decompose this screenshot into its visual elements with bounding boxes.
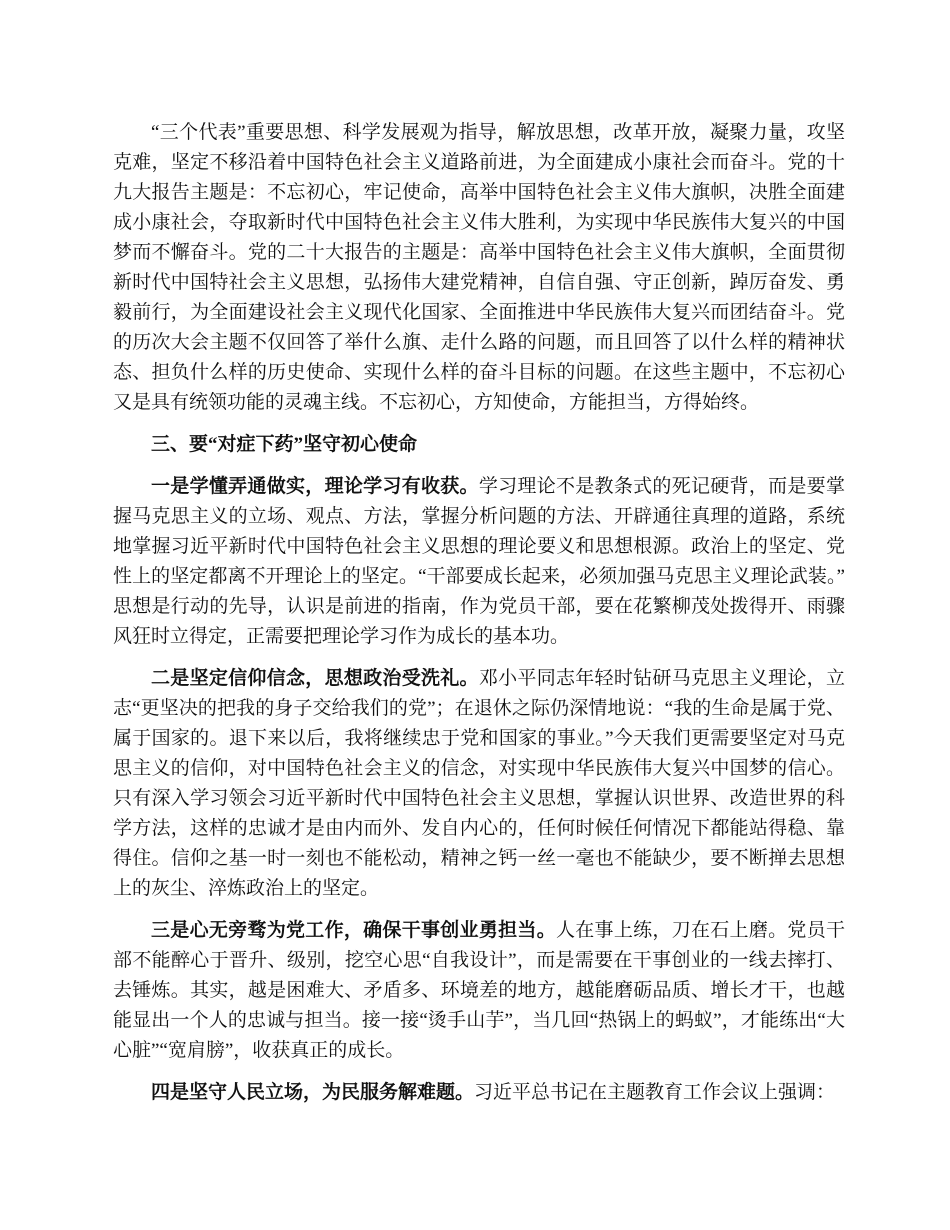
paragraph-body: 学习理论不是教条式的死记硬背，而是要掌握马克思主义的立场、观点、方法，掌握分析问题的方法、开辟通往真理的道路，系统地掌握习近平新时代中国特色社会主义思想的理论要义和思想根源。政治上的坚定、党性上的坚定都离不开理论上的坚定。“干部要成长起来，必须加强马克思主义理论武装。”思想是行动的先导，认识是前进的指南，作为党员干部，要在花繁柳茂处拨得开、雨骤风狂时立得定，正需要把理论学习作为成长的基本功。 bbox=[113, 476, 845, 647]
section-heading: 三、要“对症下药”坚守初心使命 bbox=[151, 434, 418, 455]
paragraph-lead: 一是学懂弄通做实，理论学习有收获。 bbox=[151, 476, 479, 497]
paragraph-lead: 二是坚定信仰信念，思想政治受洗礼。 bbox=[151, 668, 479, 689]
paragraph bbox=[113, 472, 845, 652]
paragraph-body: 习近平总书记在主题教育工作会议上强调： bbox=[474, 1082, 836, 1103]
paragraph bbox=[113, 916, 845, 1066]
paragraph bbox=[113, 664, 845, 904]
paragraph bbox=[113, 1078, 845, 1108]
paragraph: “三个代表”重要思想、科学发展观为指导，解放思想，改革开放，凝聚力量，攻坚克难，坚定不移沿着中国特色社会主义道路前进，为全面建成小康社会而奋斗。党的十九大报告主题是：不忘初心，牢记使命，高举中国特色社会主义伟大旗帜，决胜全面建成小康社会，夺取新时代中国特色社会主义伟大胜利，为实现中华民族伟大复兴的中国梦而不懈奋斗。党的二十大报告的主题是：高举中国特色社会主义伟大旗帜，全面贯彻新时代中国特社会主义思想，弘扬伟大建党精神，自信自强、守正创新，踔厉奋发、勇毅前行，为全面建设社会主义现代化国家、全面推进中华民族伟大复兴而团结奋斗。党的历次大会主题不仅回答了举什么旗、走什么路的问题，而且回答了以什么样的精神状态、担负什么样的历史使命、实现什么样的奋斗目标的问题。在这些主题中，不忘初心又是具有统领功能的灵魂主线。不忘初心，方知使命，方能担当，方得始终。 bbox=[113, 122, 845, 413]
paragraph-lead: 四是坚守人民立场，为民服务解难题。 bbox=[151, 1082, 475, 1103]
paragraph-body: 人在事上练，刀在石上磨。党员干部不能醉心于晋升、级别，挖空心思“自我设计”，而是需要在干事创业的一线去摔打、去锤炼。其实，越是困难大、矛盾多、环境差的地方，越能磨砺品质、增长才干，也越能显出一个人的忠诚与担当。接一接“烫手山芋”，当几回“热锅上的蚂蚁”，才能练出“大心脏”“宽肩膀”，收获真正的成长。 bbox=[113, 920, 845, 1061]
paragraph-lead: 三是心无旁骛为党工作，确保干事创业勇担当。 bbox=[151, 920, 556, 941]
paragraph-body: 邓小平同志年轻时钻研马克思主义理论，立志“更坚决的把我的身子交给我们的党”；在退休之际仍深情地说：“我的生命是属于党、属于国家的。退下来以后，我将继续忠于党和国家的事业。”今天我们更需要坚定对马克思主义的信仰，对中国特色社会主义的信念，对实现中华民族伟大复兴中国梦的信心。只有深入学习领会习近平新时代中国特色社会主义思想，掌握认识世界、改造世界的科学方法，这样的忠诚才是由内而外、发自内心的，任何时候任何情况下都能站得稳、靠得住。信仰之基一时一刻也不能松动，精神之钙一丝一毫也不能缺少，要不断掸去思想上的灰尘、淬炼政治上的坚定。 bbox=[113, 668, 845, 899]
